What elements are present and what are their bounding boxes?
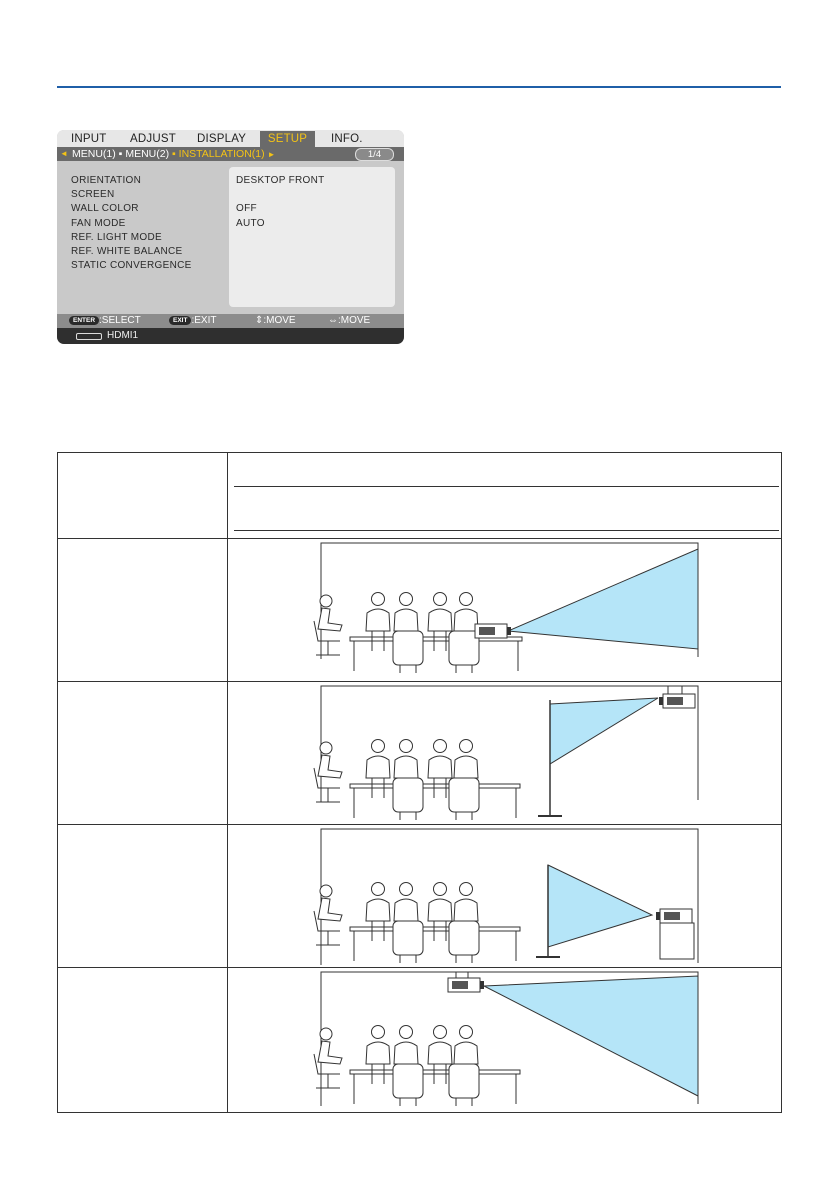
scene-desktop-front [228, 539, 780, 681]
scene-ceiling-front [228, 968, 780, 1111]
help-select: :SELECT [99, 315, 141, 326]
help-bar [57, 314, 404, 328]
tab-adjust[interactable]: ADJUST [130, 133, 176, 145]
breadcrumb-separator-icon: ▪ [118, 148, 123, 160]
person-head-icon [400, 1026, 413, 1039]
breadcrumb [57, 147, 404, 161]
person-head-icon [434, 883, 447, 896]
page-header-rule [57, 86, 781, 88]
table [350, 1070, 520, 1074]
status-bar [57, 328, 404, 344]
person-body-icon [394, 756, 418, 778]
hdmi-icon [76, 333, 102, 340]
person-body-icon [428, 899, 452, 921]
person-head-icon [400, 740, 413, 753]
person-body-icon [318, 755, 342, 778]
projection-beam [508, 549, 698, 649]
value-orientation[interactable]: DESKTOP FRONT [236, 175, 325, 186]
breadcrumb-separator-icon: ▪ [172, 148, 176, 160]
person-body-icon [318, 608, 342, 631]
projector-lens [480, 981, 484, 989]
chair-back-icon [393, 1064, 423, 1098]
person-body-icon [366, 1042, 390, 1064]
person-body-icon [394, 609, 418, 631]
person-head-icon [460, 883, 473, 896]
person-body-icon [428, 1042, 452, 1064]
person-body-icon [428, 756, 452, 778]
page-indicator: 1/4 [355, 148, 394, 161]
tab-input[interactable]: INPUT [71, 133, 107, 145]
projector-lens [659, 697, 663, 705]
projector-vent [452, 981, 468, 989]
chair-back-icon [449, 1064, 479, 1098]
person-body-icon [318, 1041, 342, 1064]
menu-tab-bar [57, 130, 404, 147]
person-head-icon [434, 593, 447, 606]
menu-item-list [71, 174, 192, 273]
value-fan-mode[interactable]: AUTO [236, 217, 265, 229]
menu-value-panel [229, 167, 395, 307]
projection-beam [548, 865, 652, 947]
osd-menu [57, 130, 404, 344]
table [350, 927, 520, 931]
person-head-icon [320, 595, 332, 607]
header-inner-rule [234, 486, 779, 487]
exit-key-icon: EXIT [169, 316, 191, 325]
person-head-icon [320, 742, 332, 754]
header-inner-rule [234, 530, 779, 531]
ceiling-mount-icon [456, 972, 468, 978]
chair-back-icon [449, 778, 479, 812]
scene-desktop-rear [228, 825, 780, 967]
menu-item-wall-color[interactable]: WALL COLOR [71, 203, 139, 215]
menu-item-fan-mode[interactable]: FAN MODE [71, 217, 126, 229]
menu-item-screen[interactable]: SCREEN [71, 189, 115, 201]
person-body-icon [454, 756, 478, 778]
enter-key-icon: ENTER [69, 316, 99, 325]
projector-lens [656, 912, 660, 920]
person-body-icon [366, 899, 390, 921]
person-head-icon [460, 740, 473, 753]
chair-back-icon [449, 921, 479, 955]
tab-info[interactable]: INFO. [331, 133, 363, 145]
person-body-icon [394, 899, 418, 921]
scene-ceiling-rear [228, 682, 780, 824]
person-body-icon [454, 1042, 478, 1064]
person-head-icon [400, 593, 413, 606]
help-exit: :EXIT [191, 315, 217, 326]
person-body-icon [318, 898, 342, 921]
person-head-icon [434, 1026, 447, 1039]
person-head-icon [460, 1026, 473, 1039]
value-screen[interactable] [236, 188, 325, 202]
person-head-icon [372, 593, 385, 606]
breadcrumb-menu2[interactable]: MENU(2) [125, 148, 170, 160]
tab-setup[interactable]: SETUP [260, 131, 315, 147]
person-head-icon [434, 740, 447, 753]
menu-item-static-convergence[interactable]: STATIC CONVERGENCE [71, 260, 192, 272]
help-move-vertical: ⇕:MOVE [255, 315, 296, 326]
orientation-table [57, 452, 781, 1112]
projector-vent [667, 697, 683, 705]
tab-display[interactable]: DISPLAY [197, 133, 247, 145]
breadcrumb-menu1[interactable]: MENU(1) [72, 148, 116, 160]
person-head-icon [372, 1026, 385, 1039]
projector-vent [664, 912, 680, 920]
chair-back-icon [393, 921, 423, 955]
projection-beam [550, 698, 658, 764]
menu-item-ref-light-mode[interactable]: REF. LIGHT MODE [71, 231, 162, 243]
person-body-icon [394, 1042, 418, 1064]
person-head-icon [372, 740, 385, 753]
person-head-icon [320, 1028, 332, 1040]
menu-item-orientation[interactable]: ORIENTATION [71, 175, 142, 186]
person-head-icon [460, 593, 473, 606]
projector-lens [507, 627, 511, 635]
person-head-icon [372, 883, 385, 896]
room-outline [321, 829, 698, 965]
help-move-horizontal: ⇔:MOVE [328, 315, 371, 326]
menu-item-ref-white-balance[interactable]: REF. WHITE BALANCE [71, 245, 183, 257]
right-arrow-icon[interactable]: ► [267, 150, 276, 159]
input-source: HDMI1 [107, 330, 139, 341]
breadcrumb-path [72, 147, 275, 162]
ceiling-mount-icon [668, 686, 682, 694]
table [350, 784, 520, 788]
left-arrow-icon[interactable]: ◄ [60, 149, 68, 158]
person-body-icon [366, 609, 390, 631]
person-body-icon [454, 609, 478, 631]
projector-vent [479, 627, 495, 635]
person-body-icon [366, 756, 390, 778]
value-wall-color[interactable]: OFF [236, 203, 257, 215]
chair-back-icon [393, 778, 423, 812]
chair-back-icon [393, 631, 423, 665]
projector-stand-icon [660, 923, 694, 959]
person-body-icon [428, 609, 452, 631]
breadcrumb-current[interactable]: INSTALLATION(1) [178, 148, 265, 160]
person-body-icon [454, 899, 478, 921]
person-head-icon [320, 885, 332, 897]
person-head-icon [400, 883, 413, 896]
